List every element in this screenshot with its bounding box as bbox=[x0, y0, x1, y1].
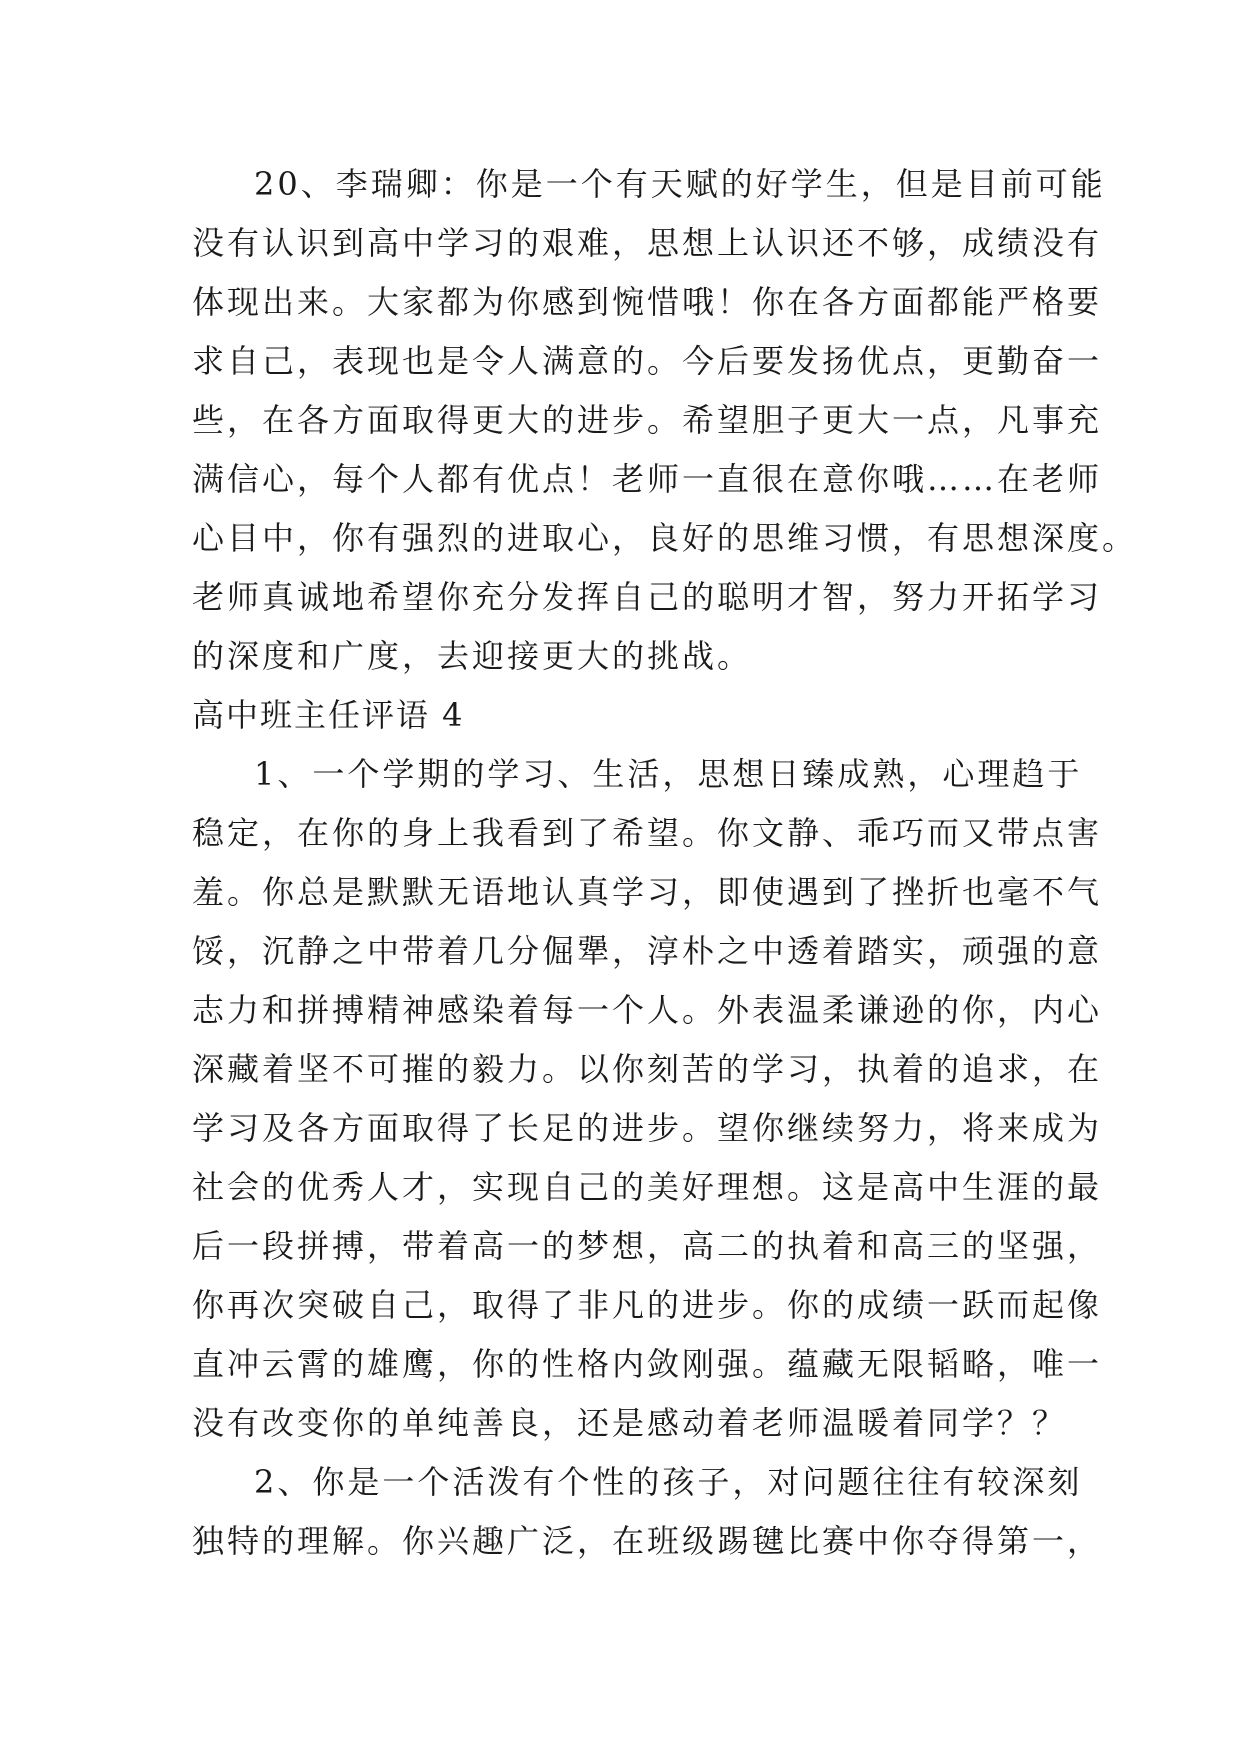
text-line: 没有改变你的单纯善良，还是感动着老师温暖着同学？？ bbox=[192, 1404, 1068, 1442]
text-line: 羞。你总是默默无语地认真学习，即使遇到了挫折也毫不气 bbox=[192, 873, 1103, 911]
text-line: 你再次突破自己，取得了非凡的进步。你的成绩一跃而起像 bbox=[192, 1286, 1103, 1324]
text-line: 学习及各方面取得了长足的进步。望你继续努力，将来成为 bbox=[192, 1109, 1103, 1147]
text-line: 后一段拼搏，带着高一的梦想，高二的执着和高三的坚强， bbox=[192, 1227, 1103, 1265]
text-line: 没有认识到高中学习的艰难，思想上认识还不够，成绩没有 bbox=[192, 224, 1103, 262]
text-line: 的深度和广度，去迎接更大的挑战。 bbox=[192, 637, 753, 675]
text-line: 满信心，每个人都有优点！老师一直很在意你哦……在老师 bbox=[192, 460, 1103, 498]
text-line: 老师真诚地希望你充分发挥自己的聪明才智，努力开拓学习 bbox=[192, 578, 1103, 616]
paragraph-20 bbox=[192, 155, 1138, 686]
text-line: 心目中，你有强烈的进取心，良好的思维习惯，有思想深度。 bbox=[192, 519, 1138, 557]
text-line: 独特的理解。你兴趣广泛，在班级踢毽比赛中你夺得第一， bbox=[192, 1522, 1103, 1560]
text-line: 稳定，在你的身上我看到了希望。你文静、乖巧而又带点害 bbox=[192, 814, 1103, 852]
text-line: 馁，沉静之中带着几分倔犟，淳朴之中透着踏实，顽强的意 bbox=[192, 932, 1103, 970]
text-line: 20、李瑞卿：你是一个有天赋的好学生，但是目前可能 bbox=[254, 165, 1106, 203]
document-body bbox=[192, 155, 1138, 1571]
section-title: 高中班主任评语 4 bbox=[192, 696, 465, 734]
text-line: 社会的优秀人才，实现自己的美好理想。这是高中生涯的最 bbox=[192, 1168, 1103, 1206]
text-line: 直冲云霄的雄鹰，你的性格内敛刚强。蕴藏无限韬略，唯一 bbox=[192, 1345, 1103, 1383]
text-line: 体现出来。大家都为你感到惋惜哦！你在各方面都能严格要 bbox=[192, 283, 1103, 321]
paragraph-1 bbox=[192, 745, 1103, 1453]
text-line: 2、你是一个活泼有个性的孩子，对问题往往有较深刻 bbox=[254, 1463, 1083, 1501]
text-line: 志力和拼搏精神感染着每一个人。外表温柔谦逊的你，内心 bbox=[192, 991, 1103, 1029]
paragraph-2 bbox=[192, 1453, 1103, 1571]
text-line: 深藏着坚不可摧的毅力。以你刻苦的学习，执着的追求，在 bbox=[192, 1050, 1103, 1088]
text-line: 些，在各方面取得更大的进步。希望胆子更大一点，凡事充 bbox=[192, 401, 1103, 439]
text-line: 1、一个学期的学习、生活，思想日臻成熟，心理趋于 bbox=[254, 755, 1083, 793]
text-line: 求自己，表现也是令人满意的。今后要发扬优点，更勤奋一 bbox=[192, 342, 1103, 380]
